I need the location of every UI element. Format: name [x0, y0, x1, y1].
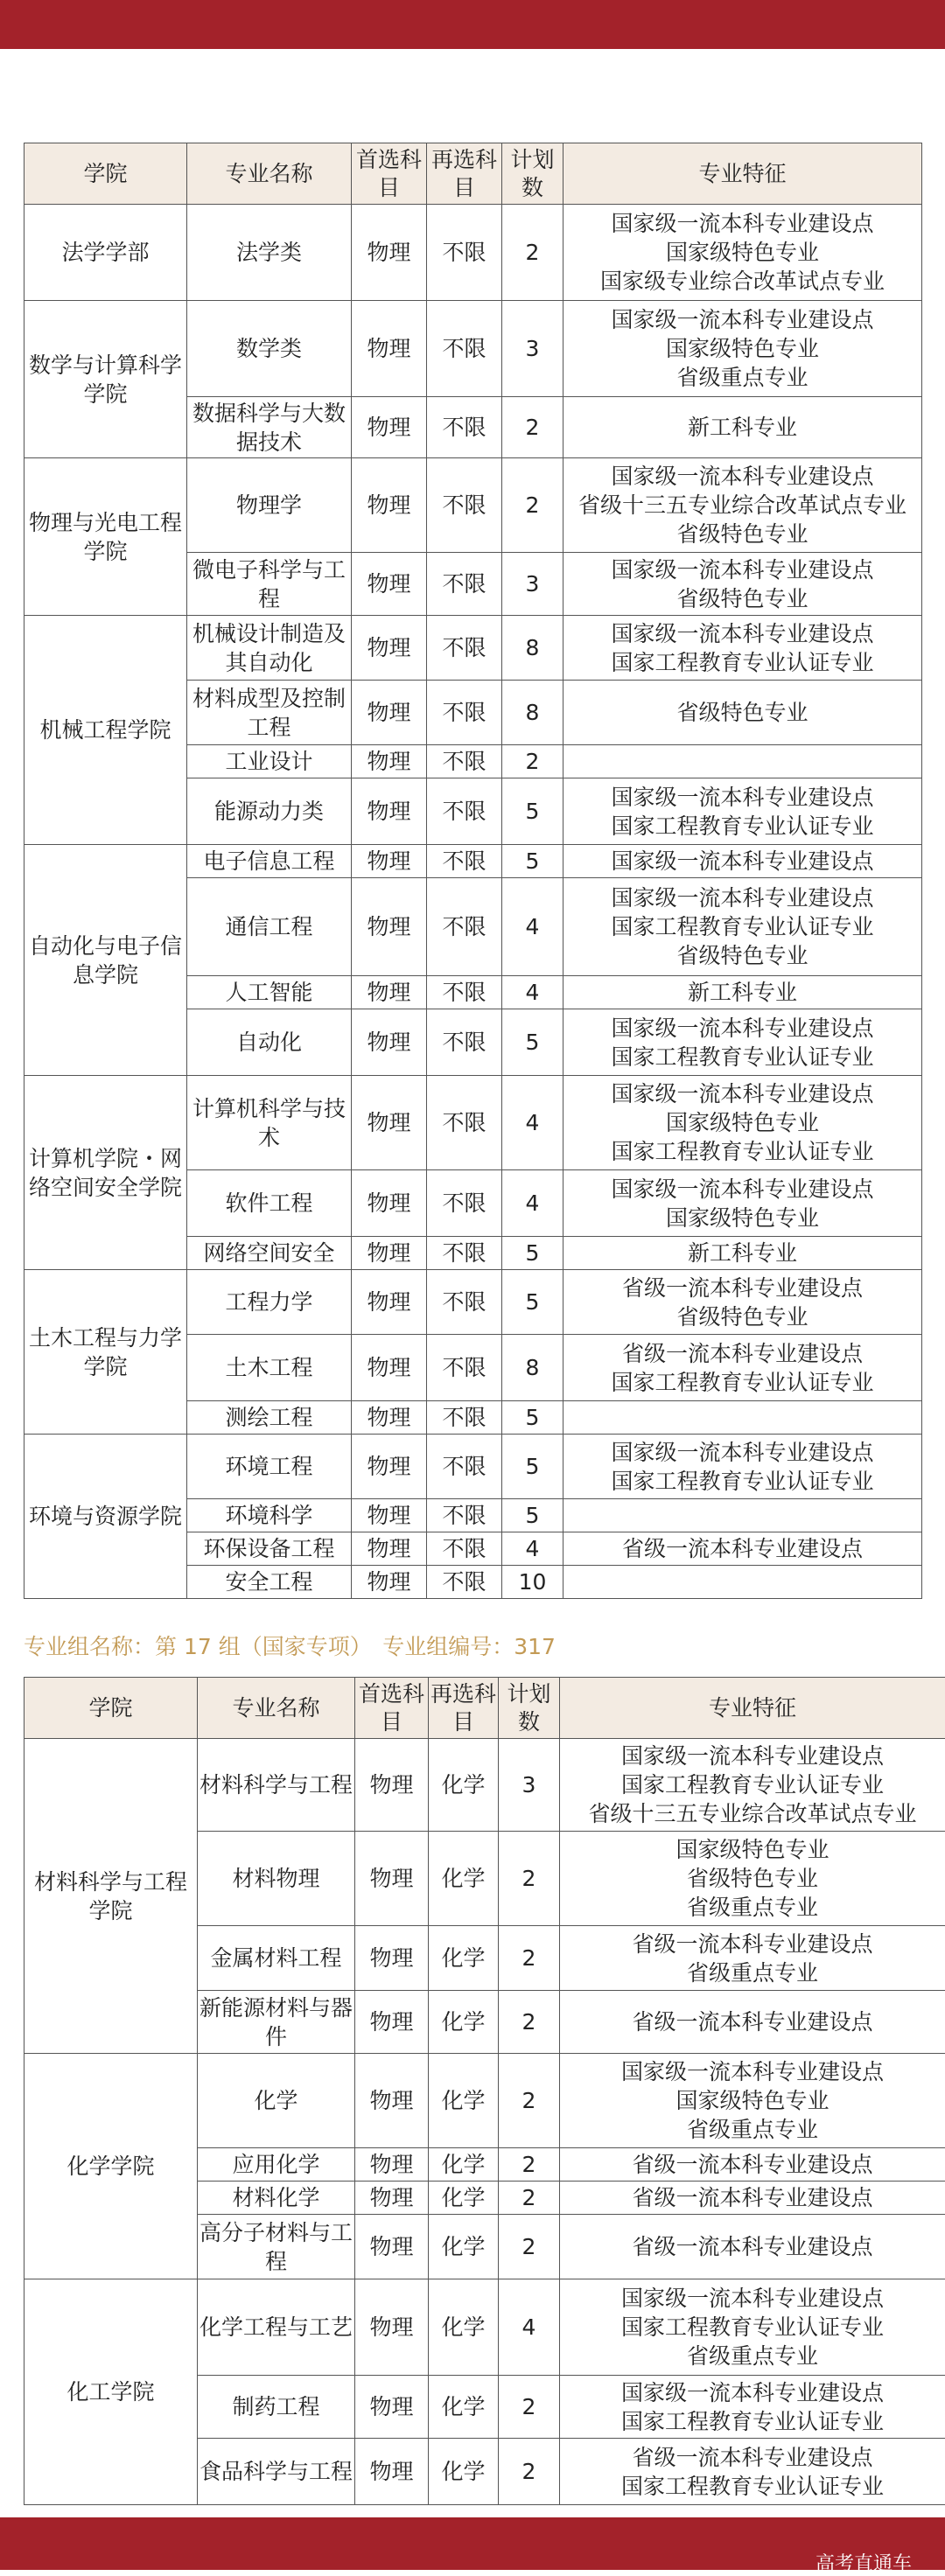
second-subject-cell: 不限	[427, 1566, 502, 1599]
first-subject-cell: 物理	[352, 301, 427, 397]
features-cell	[564, 1237, 922, 1270]
feature-line: 省级十三五专业综合改革试点专业	[562, 1799, 943, 1828]
plan-cell: 10	[502, 1566, 564, 1599]
plan-cell: 4	[502, 1076, 564, 1170]
first-subject-cell: 物理	[352, 681, 427, 745]
first-subject-cell: 物理	[352, 205, 427, 301]
features-cell	[564, 976, 922, 1009]
feature-line: 省级特色专业	[565, 584, 920, 613]
header-college: 学院	[24, 143, 187, 205]
plan-cell: 5	[502, 1270, 564, 1335]
plan-cell: 4	[499, 2279, 560, 2376]
major-cell: 金属材料工程	[198, 1926, 355, 1991]
major-cell: 通信工程	[187, 878, 352, 976]
features-cell	[560, 2215, 945, 2279]
table-row	[24, 845, 922, 878]
features-cell	[564, 616, 922, 681]
second-subject-cell: 不限	[427, 878, 502, 976]
second-subject-cell: 不限	[427, 1401, 502, 1435]
feature-line: 国家级专业综合改革试点专业	[565, 267, 920, 296]
features-cell	[564, 745, 922, 778]
second-subject-cell: 化学	[429, 2279, 499, 2376]
features-cell	[560, 2376, 945, 2439]
feature-line: 省级一流本科专业建设点	[562, 2150, 943, 2179]
feature-line: 省级特色专业	[565, 941, 920, 970]
second-subject-cell: 不限	[427, 1435, 502, 1499]
table-header-row	[24, 1678, 945, 1739]
header-plan: 计划数	[499, 1678, 560, 1739]
first-subject-cell: 物理	[355, 1926, 429, 1991]
plan-cell: 8	[502, 616, 564, 681]
table-body	[24, 205, 922, 1599]
plan-cell: 4	[502, 1532, 564, 1566]
feature-line: 省级特色专业	[565, 520, 920, 548]
plan-cell: 5	[502, 1009, 564, 1076]
plan-cell: 2	[502, 205, 564, 301]
features-cell	[564, 1076, 922, 1170]
second-subject-cell: 不限	[427, 976, 502, 1009]
plan-cell: 3	[502, 553, 564, 616]
first-subject-cell: 物理	[352, 845, 427, 878]
plan-cell: 8	[502, 1335, 564, 1401]
second-subject-cell: 化学	[429, 2182, 499, 2215]
second-subject-cell: 不限	[427, 301, 502, 397]
major-cell: 数据科学与大数据技术	[187, 397, 352, 458]
major-cell: 新能源材料与器件	[198, 1991, 355, 2054]
feature-line: 省级十三五专业综合改革试点专业	[565, 491, 920, 520]
majors-table-2	[24, 1677, 945, 2505]
feature-line: 国家级一流本科专业建设点	[565, 783, 920, 812]
plan-cell: 4	[502, 976, 564, 1009]
plan-cell: 2	[499, 1926, 560, 1991]
college-cell: 机械工程学院	[24, 616, 187, 845]
features-cell	[564, 301, 922, 397]
plan-cell: 2	[499, 2376, 560, 2439]
features-cell	[564, 1532, 922, 1566]
features-cell	[564, 1335, 922, 1401]
plan-cell: 2	[499, 2148, 560, 2182]
major-cell: 安全工程	[187, 1566, 352, 1599]
feature-line: 国家级一流本科专业建设点	[562, 2284, 943, 2313]
header-features: 专业特征	[560, 1678, 945, 1739]
plan-cell: 5	[502, 1237, 564, 1270]
major-cell: 制药工程	[198, 2376, 355, 2439]
first-subject-cell: 物理	[355, 2054, 429, 2148]
features-cell	[560, 2182, 945, 2215]
college-cell: 物理与光电工程学院	[24, 458, 187, 616]
feature-line: 国家工程教育专业认证专业	[565, 648, 920, 677]
table-row	[24, 2054, 945, 2148]
feature-line: 省级特色专业	[565, 698, 920, 727]
first-subject-cell: 物理	[352, 1532, 427, 1566]
second-subject-cell: 化学	[429, 1991, 499, 2054]
first-subject-cell: 物理	[352, 778, 427, 845]
first-subject-cell: 物理	[355, 2215, 429, 2279]
feature-line: 国家级一流本科专业建设点	[565, 1079, 920, 1108]
plan-cell: 3	[502, 301, 564, 397]
major-cell: 高分子材料与工程	[198, 2215, 355, 2279]
major-cell: 软件工程	[187, 1170, 352, 1237]
first-subject-cell: 物理	[352, 1566, 427, 1599]
first-subject-cell: 物理	[352, 878, 427, 976]
second-subject-cell: 不限	[427, 397, 502, 458]
college-cell: 土木工程与力学学院	[24, 1270, 187, 1435]
first-subject-cell: 物理	[352, 1076, 427, 1170]
college-cell: 法学学部	[24, 205, 187, 301]
feature-line: 国家级特色专业	[565, 334, 920, 363]
features-cell	[560, 1926, 945, 1991]
feature-line: 省级重点专业	[562, 1893, 943, 1922]
first-subject-cell: 物理	[352, 1009, 427, 1076]
major-cell: 材料化学	[198, 2182, 355, 2215]
first-subject-cell: 物理	[355, 1832, 429, 1926]
table-header-row	[24, 143, 922, 205]
header-plan: 计划数	[502, 143, 564, 205]
feature-line: 国家工程教育专业认证专业	[562, 1770, 943, 1799]
plan-cell: 2	[499, 2182, 560, 2215]
major-cell: 自动化	[187, 1009, 352, 1076]
second-subject-cell: 不限	[427, 1532, 502, 1566]
table-row	[24, 1739, 945, 1832]
first-subject-cell: 物理	[355, 1991, 429, 2054]
feature-line: 省级一流本科专业建设点	[565, 1274, 920, 1302]
first-subject-cell: 物理	[355, 2148, 429, 2182]
second-subject-cell: 不限	[427, 845, 502, 878]
feature-line: 省级一流本科专业建设点	[565, 1534, 920, 1563]
feature-line: 省级一流本科专业建设点	[562, 1930, 943, 1958]
feature-line: 国家级特色专业	[565, 1108, 920, 1137]
majors-table-1	[24, 143, 922, 1599]
feature-line: 国家级一流本科专业建设点	[565, 847, 920, 876]
features-cell	[560, 1739, 945, 1832]
plan-cell: 2	[502, 397, 564, 458]
feature-line: 省级一流本科专业建设点	[562, 2183, 943, 2212]
features-cell	[560, 2054, 945, 2148]
table-row	[24, 616, 922, 681]
features-cell	[560, 2439, 945, 2505]
feature-line: 国家级一流本科专业建设点	[562, 1742, 943, 1770]
feature-line: 国家级一流本科专业建设点	[565, 619, 920, 648]
first-subject-cell: 物理	[355, 2279, 429, 2376]
second-subject-cell: 不限	[427, 1170, 502, 1237]
feature-line: 省级特色专业	[565, 1302, 920, 1331]
feature-line: 国家级一流本科专业建设点	[565, 462, 920, 491]
header-second-subject: 再选科目	[427, 143, 502, 205]
major-cell: 能源动力类	[187, 778, 352, 845]
feature-line: 国家级一流本科专业建设点	[562, 2057, 943, 2086]
feature-line: 省级一流本科专业建设点	[565, 1339, 920, 1368]
second-subject-cell: 化学	[429, 2054, 499, 2148]
header-major: 专业名称	[187, 143, 352, 205]
major-cell: 化学工程与工艺	[198, 2279, 355, 2376]
feature-line: 国家工程教育专业认证专业	[565, 1467, 920, 1496]
table-row	[24, 1435, 922, 1499]
first-subject-cell: 物理	[355, 2182, 429, 2215]
feature-line: 新工科专业	[565, 1239, 920, 1267]
feature-line: 国家级特色专业	[565, 238, 920, 267]
feature-line: 省级一流本科专业建设点	[562, 2232, 943, 2261]
plan-cell: 5	[502, 845, 564, 878]
feature-line: 省级重点专业	[562, 2115, 943, 2144]
plan-cell: 5	[502, 1435, 564, 1499]
features-cell	[564, 1566, 922, 1599]
college-cell: 化学学院	[24, 2054, 198, 2279]
plan-cell: 4	[502, 878, 564, 976]
second-subject-cell: 化学	[429, 1739, 499, 1832]
plan-cell: 2	[499, 2439, 560, 2505]
feature-line: 国家工程教育专业认证专业	[565, 812, 920, 841]
college-cell: 环境与资源学院	[24, 1435, 187, 1599]
header-second-subject: 再选科目	[429, 1678, 499, 1739]
feature-line: 国家级一流本科专业建设点	[565, 1438, 920, 1467]
second-subject-cell: 不限	[427, 1009, 502, 1076]
features-cell	[564, 778, 922, 845]
major-cell: 应用化学	[198, 2148, 355, 2182]
plan-cell: 3	[499, 1739, 560, 1832]
college-cell: 自动化与电子信息学院	[24, 845, 187, 1076]
plan-cell: 8	[502, 681, 564, 745]
first-subject-cell: 物理	[355, 2376, 429, 2439]
major-cell: 电子信息工程	[187, 845, 352, 878]
feature-line: 省级特色专业	[562, 1864, 943, 1893]
group-info: 专业组名称：第 17 组（国家专项） 专业组编号：317	[24, 1630, 556, 1661]
first-subject-cell: 物理	[352, 1401, 427, 1435]
first-subject-cell: 物理	[352, 553, 427, 616]
features-cell	[564, 1435, 922, 1499]
college-cell: 数学与计算科学学院	[24, 301, 187, 458]
feature-line: 国家工程教育专业认证专业	[565, 1137, 920, 1166]
plan-cell: 2	[499, 1991, 560, 2054]
features-cell	[560, 1991, 945, 2054]
features-cell	[560, 2148, 945, 2182]
second-subject-cell: 不限	[427, 1499, 502, 1532]
feature-line: 国家级一流本科专业建设点	[565, 1014, 920, 1043]
features-cell	[564, 397, 922, 458]
second-subject-cell: 不限	[427, 553, 502, 616]
table-row	[24, 1270, 922, 1335]
plan-cell: 4	[502, 1170, 564, 1237]
first-subject-cell: 物理	[352, 745, 427, 778]
second-subject-cell: 化学	[429, 1832, 499, 1926]
table-row	[24, 205, 922, 301]
plan-cell: 2	[502, 458, 564, 553]
major-cell: 食品科学与工程	[198, 2439, 355, 2505]
second-subject-cell: 不限	[427, 745, 502, 778]
plan-cell: 2	[502, 745, 564, 778]
header-major: 专业名称	[198, 1678, 355, 1739]
second-subject-cell: 不限	[427, 1335, 502, 1401]
header-first-subject: 首选科目	[355, 1678, 429, 1739]
features-cell	[564, 1009, 922, 1076]
second-subject-cell: 不限	[427, 616, 502, 681]
second-subject-cell: 不限	[427, 681, 502, 745]
table-body	[24, 1739, 945, 2505]
features-cell	[564, 458, 922, 553]
major-cell: 工程力学	[187, 1270, 352, 1335]
features-cell	[564, 845, 922, 878]
second-subject-cell: 不限	[427, 1237, 502, 1270]
major-cell: 网络空间安全	[187, 1237, 352, 1270]
features-cell	[564, 1170, 922, 1237]
first-subject-cell: 物理	[355, 1739, 429, 1832]
second-subject-cell: 不限	[427, 1076, 502, 1170]
table-row	[24, 1076, 922, 1170]
major-cell: 环境工程	[187, 1435, 352, 1499]
second-subject-cell: 化学	[429, 2215, 499, 2279]
feature-line: 国家级一流本科专业建设点	[565, 555, 920, 584]
feature-line: 省级重点专业	[565, 363, 920, 392]
major-cell: 材料成型及控制工程	[187, 681, 352, 745]
feature-line: 省级一流本科专业建设点	[562, 2443, 943, 2472]
second-subject-cell: 化学	[429, 1926, 499, 1991]
second-subject-cell: 不限	[427, 458, 502, 553]
first-subject-cell: 物理	[352, 1237, 427, 1270]
major-cell: 工业设计	[187, 745, 352, 778]
feature-line: 国家级一流本科专业建设点	[565, 883, 920, 912]
feature-line: 新工科专业	[565, 413, 920, 442]
feature-line: 国家级特色专业	[565, 1204, 920, 1232]
table-row	[24, 301, 922, 397]
second-subject-cell: 化学	[429, 2439, 499, 2505]
feature-line: 省级重点专业	[562, 1958, 943, 1987]
major-cell: 数学类	[187, 301, 352, 397]
feature-line: 国家工程教育专业认证专业	[562, 2472, 943, 2501]
feature-line: 国家级一流本科专业建设点	[565, 305, 920, 334]
feature-line: 国家级一流本科专业建设点	[565, 1175, 920, 1204]
first-subject-cell: 物理	[352, 1435, 427, 1499]
features-cell	[564, 553, 922, 616]
features-cell	[564, 205, 922, 301]
feature-line: 新工科专业	[565, 978, 920, 1007]
feature-line: 国家级一流本科专业建设点	[562, 2378, 943, 2407]
table-row	[24, 2279, 945, 2376]
second-subject-cell: 化学	[429, 2376, 499, 2439]
header-features: 专业特征	[564, 143, 922, 205]
major-cell: 法学类	[187, 205, 352, 301]
features-cell	[564, 878, 922, 976]
major-cell: 化学	[198, 2054, 355, 2148]
second-subject-cell: 不限	[427, 205, 502, 301]
header-first-subject: 首选科目	[352, 143, 427, 205]
major-cell: 测绘工程	[187, 1401, 352, 1435]
major-cell: 人工智能	[187, 976, 352, 1009]
major-cell: 微电子科学与工程	[187, 553, 352, 616]
first-subject-cell: 物理	[352, 616, 427, 681]
first-subject-cell: 物理	[352, 976, 427, 1009]
features-cell	[564, 1401, 922, 1435]
second-subject-cell: 不限	[427, 778, 502, 845]
plan-cell: 5	[502, 778, 564, 845]
plan-cell: 2	[499, 2215, 560, 2279]
first-subject-cell: 物理	[352, 1499, 427, 1532]
features-cell	[564, 681, 922, 745]
major-cell: 土木工程	[187, 1335, 352, 1401]
top-banner	[0, 0, 945, 49]
college-cell: 化工学院	[24, 2279, 198, 2505]
features-cell	[560, 1832, 945, 1926]
first-subject-cell: 物理	[352, 1270, 427, 1335]
feature-line: 省级一流本科专业建设点	[562, 2007, 943, 2036]
plan-cell: 2	[499, 2054, 560, 2148]
plan-cell: 5	[502, 1401, 564, 1435]
major-cell: 计算机科学与技术	[187, 1076, 352, 1170]
features-cell	[564, 1270, 922, 1335]
first-subject-cell: 物理	[352, 1335, 427, 1401]
feature-line: 国家工程教育专业认证专业	[565, 1043, 920, 1072]
feature-line: 国家级特色专业	[562, 1835, 943, 1864]
feature-line: 国家工程教育专业认证专业	[565, 1368, 920, 1397]
first-subject-cell: 物理	[352, 397, 427, 458]
feature-line: 省级重点专业	[562, 2342, 943, 2370]
major-cell: 材料科学与工程	[198, 1739, 355, 1832]
first-subject-cell: 物理	[352, 458, 427, 553]
feature-line: 国家级特色专业	[562, 2086, 943, 2115]
feature-line: 国家工程教育专业认证专业	[565, 912, 920, 941]
feature-line: 国家工程教育专业认证专业	[562, 2407, 943, 2436]
major-cell: 环境科学	[187, 1499, 352, 1532]
first-subject-cell: 物理	[355, 2439, 429, 2505]
table-row	[24, 458, 922, 553]
first-subject-cell: 物理	[352, 1170, 427, 1237]
features-cell	[564, 1499, 922, 1532]
feature-line: 国家工程教育专业认证专业	[562, 2313, 943, 2342]
watermark: 高考直通车	[816, 2549, 912, 2576]
college-cell: 计算机学院・网络空间安全学院	[24, 1076, 187, 1270]
features-cell	[560, 2279, 945, 2376]
second-subject-cell: 化学	[429, 2148, 499, 2182]
second-subject-cell: 不限	[427, 1270, 502, 1335]
major-cell: 机械设计制造及其自动化	[187, 616, 352, 681]
major-cell: 环保设备工程	[187, 1532, 352, 1566]
major-cell: 材料物理	[198, 1832, 355, 1926]
bottom-banner	[0, 2517, 945, 2570]
header-college: 学院	[24, 1678, 198, 1739]
plan-cell: 2	[499, 1832, 560, 1926]
plan-cell: 5	[502, 1499, 564, 1532]
feature-line: 国家级一流本科专业建设点	[565, 209, 920, 238]
college-cell: 材料科学与工程学院	[24, 1739, 198, 2054]
major-cell: 物理学	[187, 458, 352, 553]
